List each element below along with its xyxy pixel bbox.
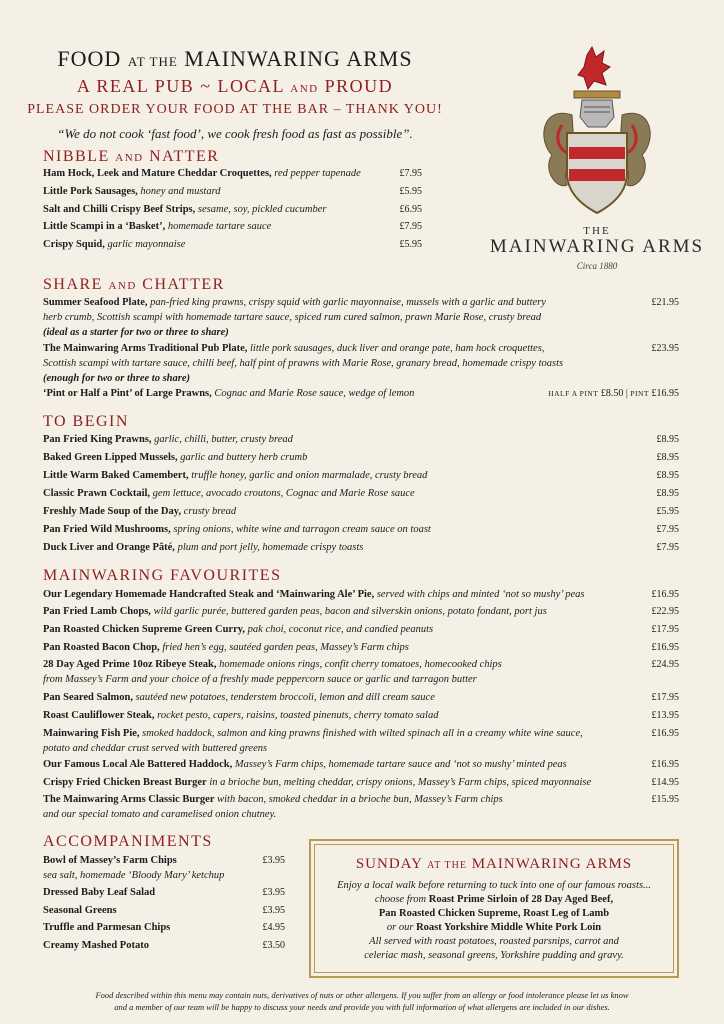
menu-item bbox=[43, 690, 435, 705]
dish-price: £23.95 bbox=[651, 343, 679, 354]
dish-description: gem lettuce, avocado croutons, Cognac and Marie Rose sauce bbox=[150, 488, 415, 499]
header-subtitle-part2: PROUD bbox=[324, 76, 394, 96]
dish-price: £5.95 bbox=[399, 186, 422, 197]
dish-name: Our Legendary Homemade Handcrafted Steak and ‘Mainwaring Ale’ Pie, bbox=[43, 589, 375, 600]
logo-circa: Circa 1880 bbox=[576, 261, 618, 271]
share-title-part1: SHARE bbox=[43, 276, 103, 293]
menu-item bbox=[43, 920, 170, 935]
dish-price: £3.95 bbox=[262, 887, 285, 898]
menu-item bbox=[43, 708, 438, 723]
dish-description: sesame, soy, pickled cucumber bbox=[195, 204, 327, 215]
dish-description: Cognac and Marie Rose sauce, wedge of lemon bbox=[211, 388, 415, 399]
dish-price: £7.95 bbox=[656, 524, 679, 535]
dish-name: Bowl of Massey’s Farm Chips bbox=[43, 855, 177, 866]
dish-description-cont: sea salt, homemade ‘Bloody Mary’ ketchup bbox=[43, 870, 225, 881]
dish-description: garlic mayonnaise bbox=[104, 239, 186, 250]
dish-name: Duck Liver and Orange Pâté, bbox=[43, 542, 175, 553]
menu-item bbox=[43, 792, 503, 822]
dish-name: Our Famous Local Ale Battered Haddock, bbox=[43, 759, 233, 770]
half-pint-label: HALF A PINT bbox=[548, 389, 599, 398]
dish-name: Salt and Chilli Crispy Beef Strips, bbox=[43, 204, 196, 215]
menu-item bbox=[43, 166, 361, 181]
sunday-roast-box bbox=[309, 839, 679, 978]
sunday-title-part1: SUNDAY bbox=[355, 856, 423, 872]
menu-item bbox=[43, 726, 583, 756]
sunday-line-5: All served with roast potatoes, roasted parsnips, carrot and bbox=[369, 936, 619, 947]
dish-price: £24.95 bbox=[651, 659, 679, 670]
dish-name: Classic Prawn Cocktail, bbox=[43, 488, 151, 499]
dish-description: homemade tartare sauce bbox=[165, 221, 272, 232]
dish-name: Mainwaring Fish Pie, bbox=[43, 728, 140, 739]
dish-description: red pepper tapenade bbox=[271, 168, 361, 179]
dish-price: £8.95 bbox=[656, 488, 679, 499]
half-pint-price: £8.50 bbox=[600, 388, 624, 399]
dish-name: 28 Day Aged Prime 10oz Ribeye Steak, bbox=[43, 659, 217, 670]
logo-the: THE bbox=[583, 225, 611, 237]
menu-item bbox=[43, 237, 185, 252]
dish-price: £16.95 bbox=[651, 589, 679, 600]
menu-item bbox=[43, 432, 293, 447]
sunday-line-3: Pan Roasted Chicken Supreme, Roast Leg of Lamb bbox=[378, 908, 610, 919]
menu-item bbox=[43, 540, 363, 555]
menu-item bbox=[43, 657, 502, 687]
dish-price: £8.95 bbox=[656, 452, 679, 463]
sunday-title-part2: MAINWARING ARMS bbox=[471, 856, 633, 872]
dish-note bbox=[43, 373, 190, 384]
dish-description: sautéed new potatoes, tenderstem broccoli, lemon and dill cream sauce bbox=[132, 692, 435, 703]
share-title-part2: CHATTER bbox=[142, 276, 225, 293]
header-title-at-the: AT THE bbox=[127, 54, 178, 69]
menu-item bbox=[43, 885, 155, 900]
dish-description: in a brioche bun, melting cheddar, crispy onions, Massey’s Farm chips, spiced mayonnaise bbox=[206, 777, 592, 788]
dish-price: £5.95 bbox=[399, 239, 422, 250]
dish-description: wild garlic purée, buttered garden peas, bacon and silverskin onions, potato fondant, port jus bbox=[150, 606, 547, 617]
dish-description-cont: potato and cheddar crust served with buttered greens bbox=[43, 743, 268, 754]
dish-description: rocket pesto, capers, raisins, toasted pinenuts, cherry tomato salad bbox=[154, 710, 439, 721]
menu-item bbox=[43, 775, 591, 790]
header-subtitle-and: AND bbox=[290, 83, 319, 95]
allergen-notice bbox=[40, 989, 684, 1013]
menu-item bbox=[43, 219, 271, 234]
dish-name: Little Pork Sausages, bbox=[43, 186, 138, 197]
section-title-share bbox=[43, 276, 225, 295]
nibble-title-part2: NATTER bbox=[149, 148, 220, 165]
dish-price: £13.95 bbox=[651, 710, 679, 721]
dish-price-options: HALF A PINT £8.50 | PINT £16.95 bbox=[548, 388, 679, 399]
dish-description: served with chips and minted ‘not so mushy’ peas bbox=[374, 589, 585, 600]
dish-name: Pan Roasted Chicken Supreme Green Curry, bbox=[43, 624, 246, 635]
dish-description: crusty bread bbox=[181, 506, 237, 517]
menu-item bbox=[43, 386, 414, 401]
menu-item bbox=[43, 202, 327, 217]
dish-price: £6.95 bbox=[399, 204, 422, 215]
dish-price: £7.95 bbox=[656, 542, 679, 553]
dish-description: plum and port jelly, homemade crispy toasts bbox=[174, 542, 364, 553]
sunday-line-4a: or our bbox=[386, 922, 417, 933]
logo-name: MAINWARING ARMS bbox=[489, 236, 705, 257]
dish-price: £14.95 bbox=[651, 777, 679, 788]
dish-description: truffle honey, garlic and onion marmalade, crusty bread bbox=[188, 470, 428, 481]
dish-name: Truffle and Parmesan Chips bbox=[43, 922, 171, 933]
dish-name: Pan Fried Wild Mushrooms, bbox=[43, 524, 171, 535]
dish-note bbox=[43, 327, 229, 338]
dish-price: £3.50 bbox=[262, 940, 285, 951]
dish-name: Pan Roasted Bacon Chop, bbox=[43, 642, 160, 653]
menu-item bbox=[43, 587, 585, 602]
dish-name: Crispy Fried Chicken Breast Burger bbox=[43, 777, 207, 788]
dish-name: The Mainwaring Arms Classic Burger bbox=[43, 794, 215, 805]
menu-header bbox=[0, 46, 470, 145]
dish-price: £8.95 bbox=[656, 434, 679, 445]
dish-description: garlic, chilli, butter, crusty bread bbox=[151, 434, 293, 445]
menu-item bbox=[43, 486, 415, 501]
menu-item bbox=[43, 341, 563, 386]
dish-price: £7.95 bbox=[399, 221, 422, 232]
allergen-notice-line-1: Food described within this menu may contain nuts, derivatives of nuts or other allergens. If you suffer from an allergy or food intolerance please let us know bbox=[95, 990, 629, 1000]
section-title-accompaniments: ACCOMPANIMENTS bbox=[43, 833, 213, 850]
nibble-title-and: AND bbox=[115, 152, 144, 164]
allergen-notice-line-2: and a member of our team will be happy to discuss your needs and provide you with full information of what allergens are included in our dishes. bbox=[114, 1002, 610, 1012]
menu-item bbox=[43, 504, 236, 519]
coat-of-arms-icon bbox=[532, 45, 662, 215]
dish-name: Seasonal Greens bbox=[43, 905, 117, 916]
dish-price: £3.95 bbox=[262, 855, 285, 866]
dish-name: Ham Hock, Leek and Mature Cheddar Croquettes, bbox=[43, 168, 272, 179]
header-tagline: “We do not cook ‘fast food’, we cook fresh food as fast as possible”. bbox=[57, 126, 413, 141]
dish-price: £16.95 bbox=[651, 728, 679, 739]
dish-description: fried hen’s egg, sautéed garden peas, Massey’s Farm chips bbox=[159, 642, 409, 653]
dish-price: £5.95 bbox=[656, 506, 679, 517]
dish-price: £3.95 bbox=[262, 905, 285, 916]
sunday-line-2a: choose from bbox=[374, 894, 429, 905]
dish-price: £4.95 bbox=[262, 922, 285, 933]
dish-name: Summer Seafood Plate, bbox=[43, 297, 148, 308]
dish-description: pan-fried king prawns, crispy squid with garlic mayonnaise, mussels with a garlic and buttery bbox=[147, 297, 546, 308]
dish-name: The Mainwaring Arms Traditional Pub Plate, bbox=[43, 343, 248, 354]
header-title bbox=[0, 46, 470, 75]
pint-price: £16.95 bbox=[651, 388, 679, 399]
dish-name: Roast Cauliflower Steak, bbox=[43, 710, 155, 721]
menu-item bbox=[43, 184, 221, 199]
dish-name: ‘Pint or Half a Pint’ of Large Prawns, bbox=[43, 388, 212, 399]
menu-item bbox=[43, 295, 546, 340]
section-title-nibble bbox=[43, 148, 219, 167]
dish-price: £16.95 bbox=[651, 759, 679, 770]
menu-item bbox=[43, 468, 427, 483]
header-title-food: FOOD bbox=[57, 46, 122, 71]
header-subtitle-part1: A REAL PUB ~ LOCAL bbox=[76, 76, 285, 96]
pint-label: PINT bbox=[630, 389, 649, 398]
dish-name: Baked Green Lipped Mussels, bbox=[43, 452, 178, 463]
pub-logo bbox=[470, 45, 724, 271]
dish-description: Massey’s Farm chips, homemade tartare sauce and ‘not so mushy’ minted peas bbox=[232, 759, 567, 770]
menu-item bbox=[43, 640, 409, 655]
dish-price: £22.95 bbox=[651, 606, 679, 617]
dish-name: Pan Fried King Prawns, bbox=[43, 434, 152, 445]
dish-description: homemade onions rings, confit cherry tomatoes, homecooked chips bbox=[216, 659, 502, 670]
menu-item bbox=[43, 604, 547, 619]
dish-description: garlic and buttery herb crumb bbox=[177, 452, 308, 463]
share-title-and: AND bbox=[108, 280, 137, 292]
dish-name: Creamy Mashed Potato bbox=[43, 940, 149, 951]
dish-note-text: (enough for two or three to share) bbox=[43, 373, 191, 384]
dish-description: spring onions, white wine and tarragon cream sauce on toast bbox=[170, 524, 431, 535]
dish-description-cont: and our special tomato and caramelised onion chutney. bbox=[43, 809, 277, 820]
dish-note-text: (ideal as a starter for two or three to share) bbox=[43, 327, 229, 338]
sunday-line-2b: Roast Prime Sirloin of 28 Day Aged Beef, bbox=[428, 894, 614, 905]
dish-name: Little Warm Baked Camembert, bbox=[43, 470, 189, 481]
sunday-line-1: Enjoy a local walk before returning to tuck into one of our famous roasts... bbox=[337, 880, 651, 891]
section-title-begin: TO BEGIN bbox=[43, 413, 129, 430]
menu-item bbox=[43, 450, 307, 465]
sunday-inner-border bbox=[314, 844, 674, 973]
dish-description: little pork sausages, duck liver and orange pate, ham hock croquettes, bbox=[247, 343, 545, 354]
nibble-title-part1: NIBBLE bbox=[43, 148, 110, 165]
menu-item bbox=[43, 853, 224, 883]
dish-description: honey and mustard bbox=[137, 186, 221, 197]
header-subtitle bbox=[0, 75, 470, 100]
dish-price: £8.95 bbox=[656, 470, 679, 481]
dish-price: £7.95 bbox=[399, 168, 422, 179]
dish-name: Little Scampi in a ‘Basket’, bbox=[43, 221, 166, 232]
dish-price: £16.95 bbox=[651, 642, 679, 653]
sunday-line-4b: Roast Yorkshire Middle White Pork Loin bbox=[416, 922, 602, 933]
menu-item bbox=[43, 757, 567, 772]
dish-description-cont: from Massey’s Farm and your choice of a freshly made peppercorn sauce or garlic and tarragon butter bbox=[43, 674, 477, 685]
dish-name: Dressed Baby Leaf Salad bbox=[43, 887, 156, 898]
sunday-line-6: celeriac mash, seasonal greens, Yorkshire pudding and gravy. bbox=[364, 950, 624, 961]
menu-item bbox=[43, 938, 149, 953]
dish-description-cont: Scottish scampi with tartare sauce, chilli beef, half pint of prawns with Marie Rose, granary bread, homemade crispy toasts bbox=[43, 358, 564, 369]
dish-name: Pan Seared Salmon, bbox=[43, 692, 133, 703]
dish-name: Pan Fried Lamb Chops, bbox=[43, 606, 151, 617]
dish-description-cont: herb crumb, Scottish scampi with homemade tartare sauce, spiced rum cured salmon, prawn Marie Rose, crusty bread bbox=[43, 312, 542, 323]
dish-price: £17.95 bbox=[651, 692, 679, 703]
menu-item bbox=[43, 622, 433, 637]
dish-description: with bacon, smoked cheddar in a brioche bun, Massey’s Farm chips bbox=[214, 794, 503, 805]
dish-description: smoked haddock, salmon and king prawns finished with wilted spinach all in a creamy white wine sauce, bbox=[139, 728, 583, 739]
dish-description: pak choi, coconut rice, and candied peanuts bbox=[245, 624, 434, 635]
section-title-favourites: MAINWARING FAVOURITES bbox=[43, 567, 282, 584]
order-at-bar-notice: PLEASE ORDER YOUR FOOD AT THE BAR – THANK YOU! bbox=[27, 102, 443, 117]
dish-price: £15.95 bbox=[651, 794, 679, 805]
dish-name: Freshly Made Soup of the Day, bbox=[43, 506, 182, 517]
dish-price: £17.95 bbox=[651, 624, 679, 635]
dish-name: Crispy Squid, bbox=[43, 239, 105, 250]
menu-item bbox=[43, 522, 431, 537]
header-title-pub-name: MAINWARING ARMS bbox=[184, 46, 413, 71]
menu-item bbox=[43, 903, 117, 918]
dish-price: £21.95 bbox=[651, 297, 679, 308]
sunday-title-at-the: AT THE bbox=[427, 860, 467, 871]
